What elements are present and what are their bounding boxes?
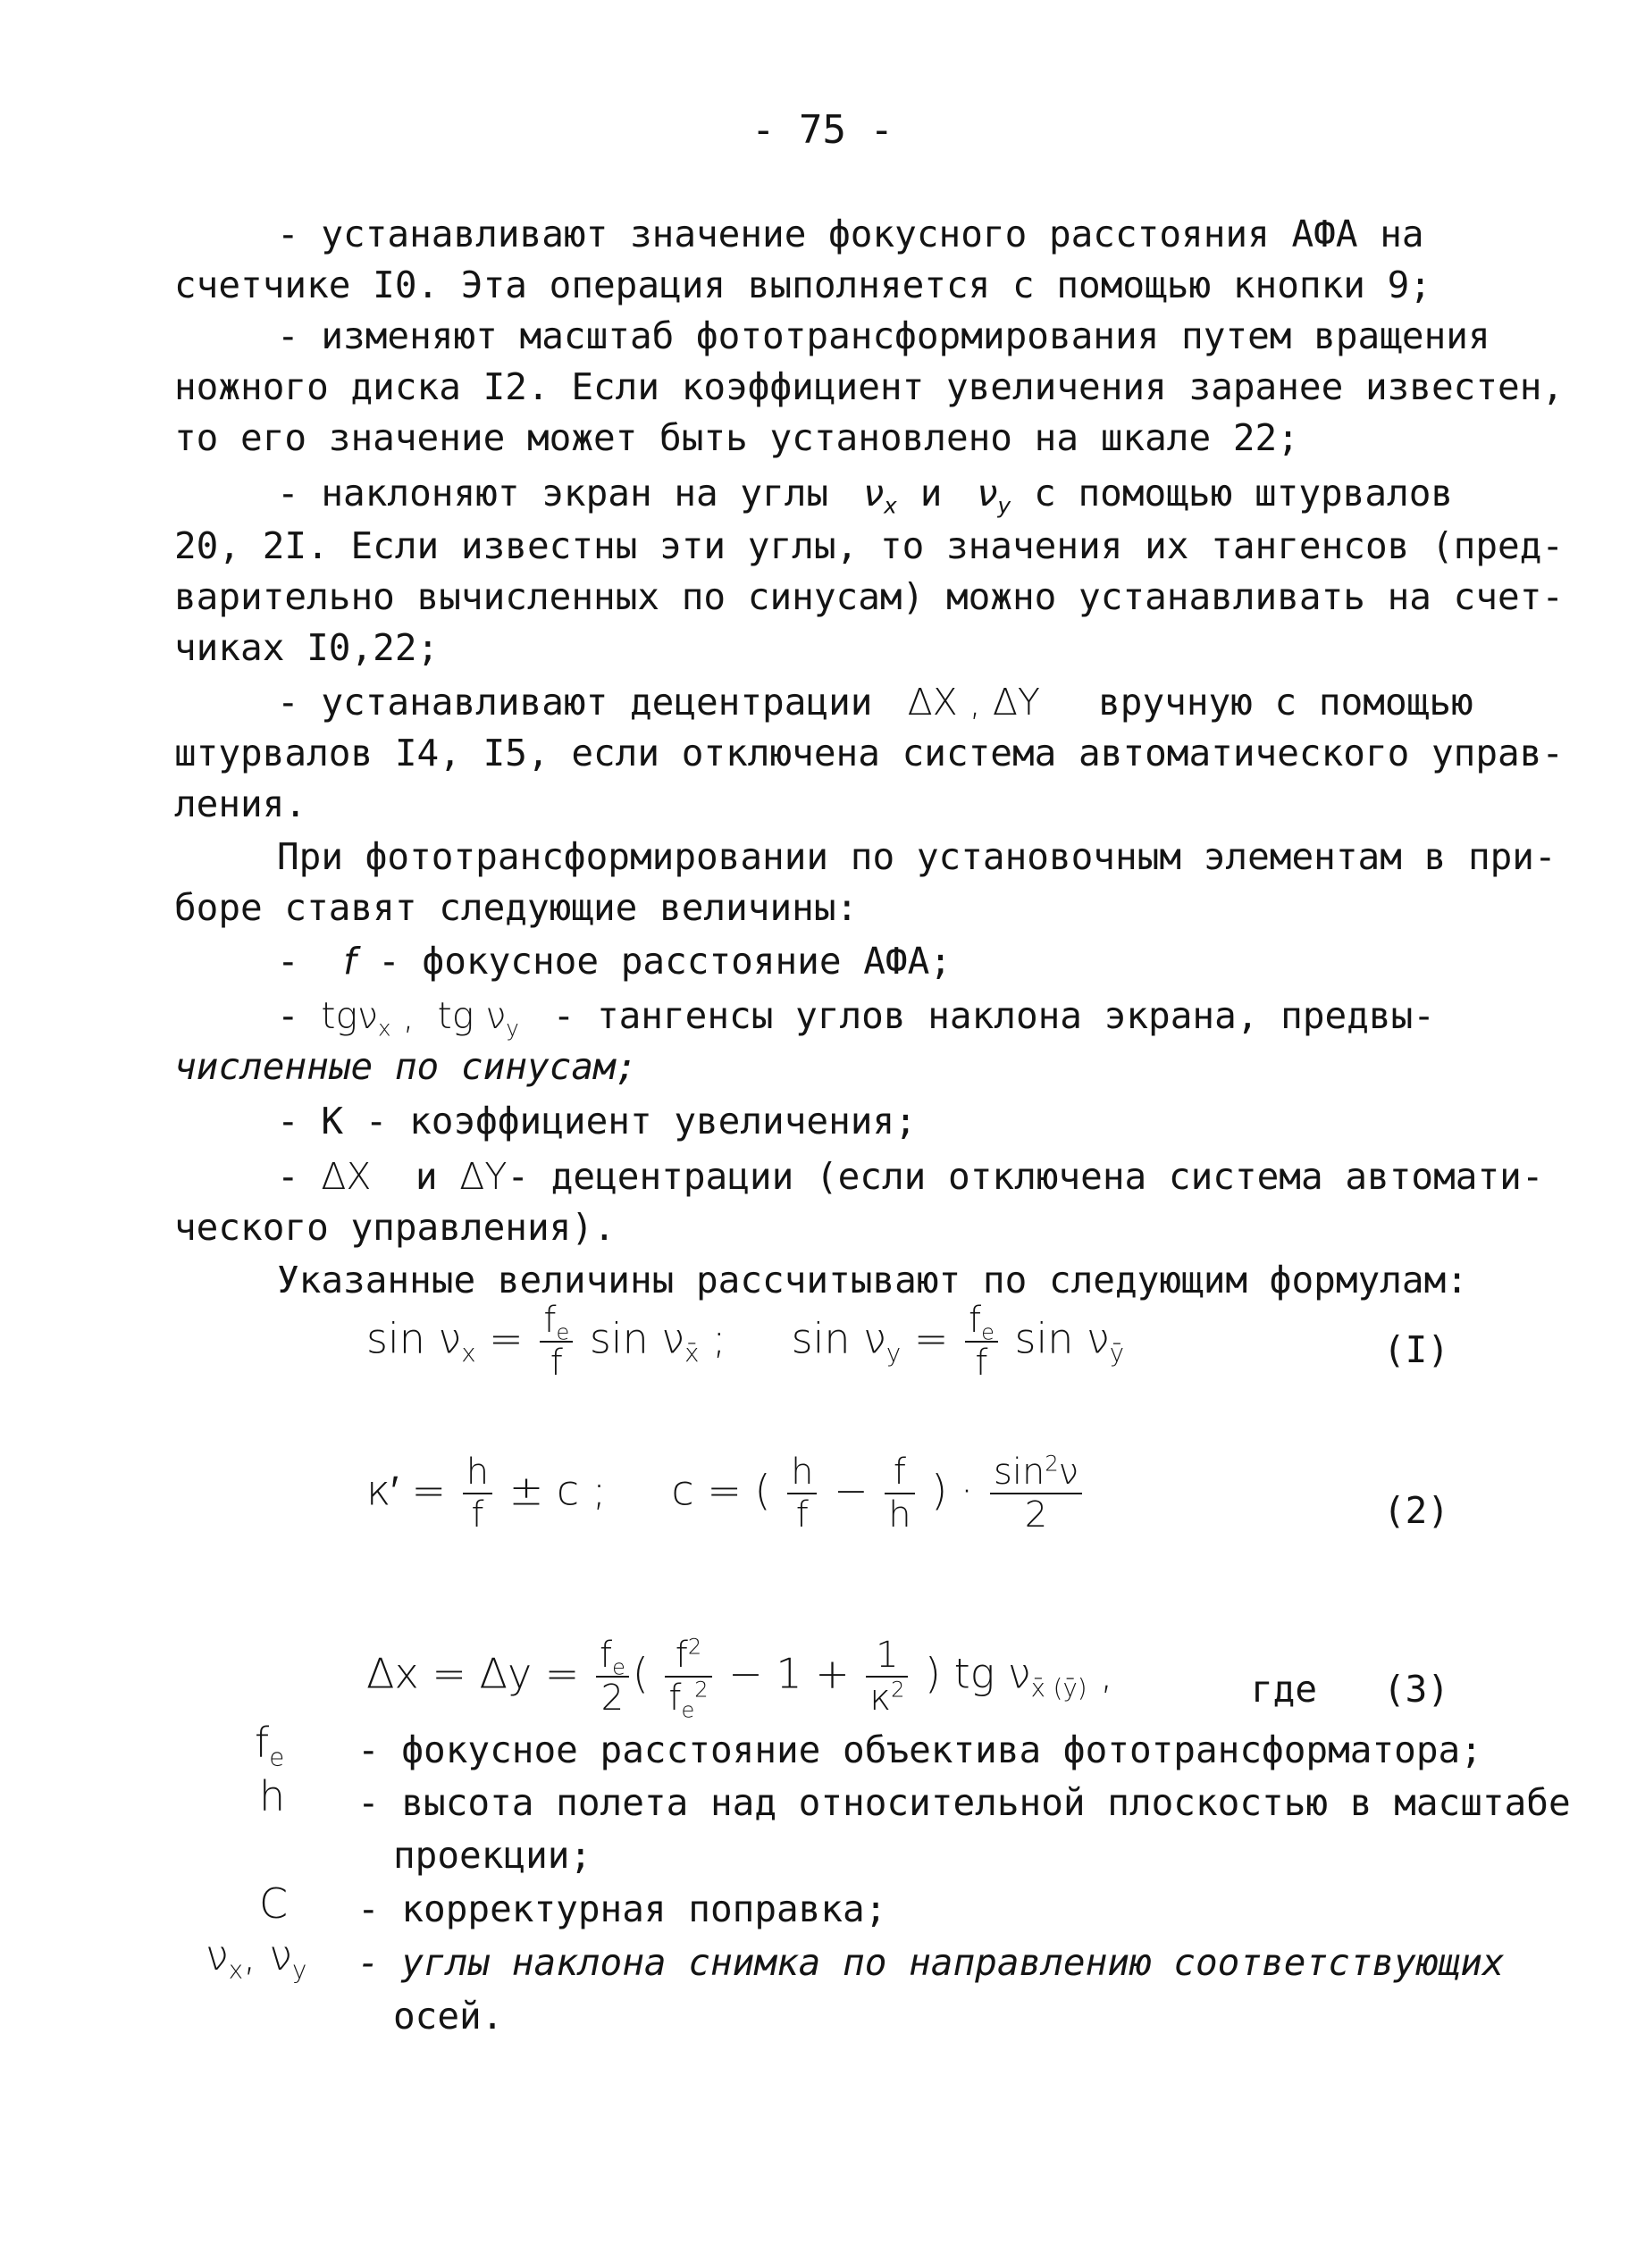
page-number: - 75 - bbox=[751, 107, 894, 153]
tangent-symbols: tgν$_x$ , tg $\nu_y$ bbox=[321, 994, 519, 1042]
text-fragment: - устанавливают децентрации bbox=[277, 681, 873, 724]
text-line: - K - коэффициент увеличения; bbox=[277, 1100, 917, 1142]
legend-symbol: C bbox=[259, 1879, 289, 1928]
text-fragment: - децентрации (если отключена система автомати- bbox=[507, 1155, 1544, 1198]
legend-text: - высота полета над относительной плоскостью в масштабе bbox=[357, 1781, 1571, 1824]
text-line: ческого управления). bbox=[174, 1206, 616, 1249]
equation-number-3: (3) bbox=[1383, 1668, 1450, 1711]
text-line: - f - фокусное расстояние АФА; bbox=[277, 940, 952, 983]
legend-text: - углы наклона снимка по направлению соответствующих bbox=[357, 1941, 1505, 1984]
text-line: варительно вычисленных по синусам) можно устанавливать на счет- bbox=[174, 575, 1565, 618]
text-line: - tgν$_x$ , tg $\nu_y$ - тангенсы углов наклона экрана, предвы- bbox=[277, 994, 1435, 1042]
decentration-symbols: ΔX , ΔY bbox=[872, 681, 1099, 724]
where-label: где bbox=[1251, 1668, 1318, 1711]
text-fragment: - наклоняют экран на углы bbox=[277, 472, 829, 515]
text-line: - устанавливают значение фокусного расстояния АФА на bbox=[277, 213, 1424, 255]
text-line: численные по синусам; bbox=[174, 1045, 638, 1088]
text-fragment: - фокусное расстояние АФА; bbox=[356, 940, 952, 983]
text-line: - изменяют масштаб фототрансформирования путем вращения bbox=[277, 314, 1490, 357]
text-line: Указанные величины рассчитывают по следующим формулам: bbox=[277, 1259, 1468, 1301]
text-fragment: и bbox=[919, 472, 943, 515]
text-line: 20, 2I. Если известны эти углы, то значения их тангенсов (пред- bbox=[174, 524, 1565, 567]
symbol-dy: ΔY bbox=[459, 1155, 508, 1198]
legend-symbol: $f_e$ bbox=[255, 1719, 285, 1772]
text-line bbox=[277, 676, 1473, 728]
text-line: штурвалов I4, I5, если отключена система автоматического управ- bbox=[174, 732, 1565, 774]
symbol-dx: ΔX bbox=[321, 1155, 372, 1198]
text-fragment: - bbox=[277, 1155, 299, 1198]
text-fragment: - тангенсы углов наклона экрана, предвы- bbox=[530, 994, 1435, 1037]
text-line: боре ставят следующие величины: bbox=[174, 886, 859, 929]
text-line: ления. bbox=[174, 783, 307, 825]
text-fragment: с помощью штурвалов bbox=[1034, 472, 1454, 515]
legend-text: - корректурная поправка; bbox=[357, 1887, 887, 1930]
text-fragment: и bbox=[415, 1155, 438, 1198]
legend-text: проекции; bbox=[393, 1834, 592, 1877]
text-line: чиках I0,22; bbox=[174, 626, 440, 669]
symbol-f: f bbox=[343, 940, 357, 983]
angle-vx: $\nu_x$ bbox=[828, 472, 897, 519]
formula-2: κ′ = $\frac{h}{f}$ ± c ; c = ( $\frac{h}{f}$ − $\frac{f}{h}$ ) · $\frac{\sin^2\nu}{2}$ bbox=[366, 1452, 1086, 1536]
formula-3: Δx = Δy = $\frac{f_e}{2}$ ( $\frac{f^2}{f_e^2}$ − 1 + $\frac{1}{\kappa^2}$ ) tg $\nu_{x̄ (ȳ)}$ , bbox=[366, 1634, 1113, 1723]
text-line bbox=[277, 467, 1453, 519]
text-fragment: вручную с помощью bbox=[1098, 681, 1473, 724]
angle-vy: $\nu_y$ bbox=[942, 472, 1011, 519]
legend-text: - фокусное расстояние объектива фототрансформатора; bbox=[357, 1728, 1482, 1771]
legend-symbol: h bbox=[259, 1772, 286, 1820]
text-line: счетчике I0. Эта операция выполняется с помощью кнопки 9; bbox=[174, 264, 1431, 306]
equation-number-2: (2) bbox=[1383, 1489, 1450, 1532]
equation-number-1: (I) bbox=[1383, 1328, 1450, 1371]
text-line bbox=[277, 1151, 1544, 1202]
text-line: то его значение может быть установлено на шкале 22; bbox=[174, 416, 1299, 459]
text-line: ножного диска I2. Если коэффициент увеличения заранее известен, bbox=[174, 365, 1565, 408]
legend-symbol: $\nu_x$, $\nu_y$ bbox=[206, 1931, 307, 1985]
text-line: При фототрансформировании по установочным элементам в при- bbox=[277, 835, 1557, 878]
formula-1: $\sin \nu_x$ = $\frac{f_e}{f}$ $\sin \nu_{x̄}$ ; $\sin \nu_y$ = $\frac{f_e}{f}$ $\sin \nu_ȳ$ bbox=[366, 1300, 1125, 1384]
legend-text: осей. bbox=[393, 1995, 504, 2038]
